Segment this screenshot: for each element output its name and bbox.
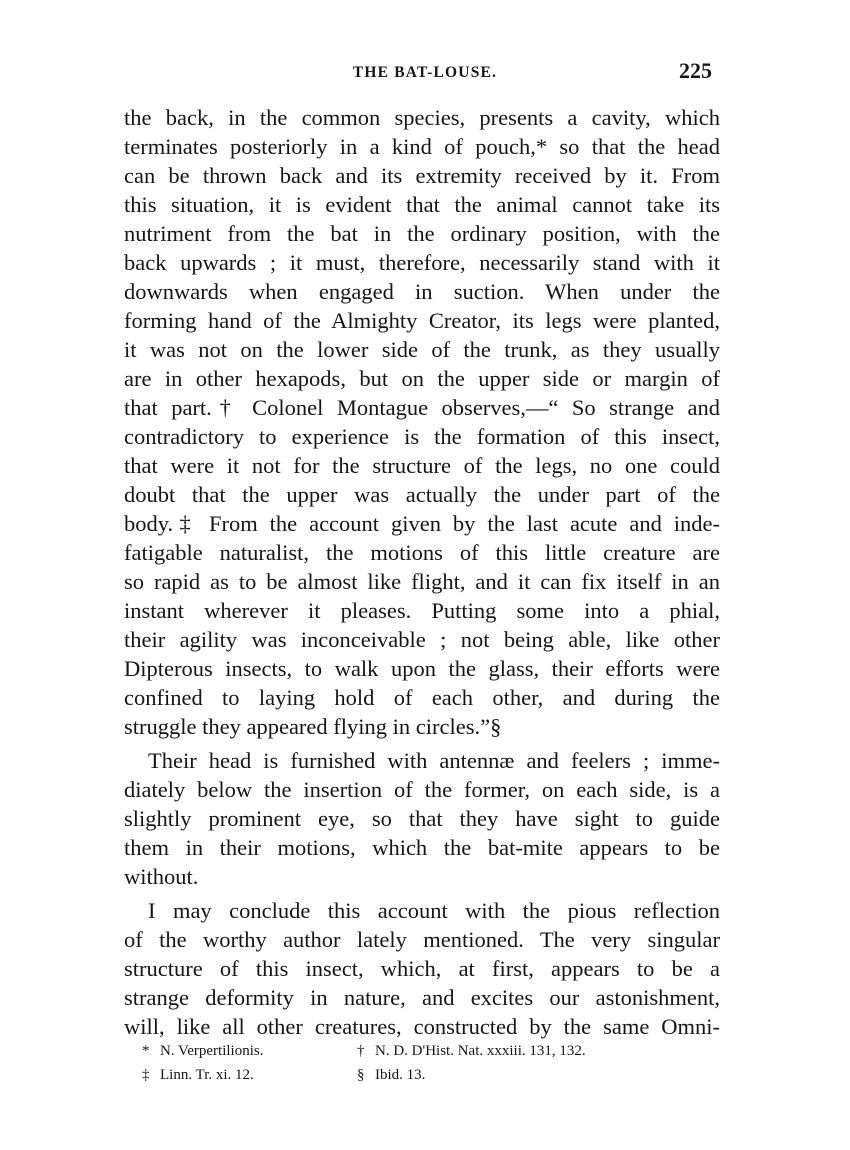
text-line: downwards when engaged in suction. When under the xyxy=(124,279,720,304)
text-line: terminates posteriorly in a kind of pouch,* so that the head xyxy=(124,134,720,159)
footnote-text: Ibid. 13. xyxy=(375,1067,426,1083)
text-line: of the worthy author lately mentioned. The very singular xyxy=(124,927,720,952)
footnote xyxy=(357,1064,425,1086)
text-line: are in other hexapods, but on the upper side or margin of xyxy=(124,366,720,391)
text-line: this situation, it is evident that the animal cannot take its xyxy=(124,192,720,217)
text-line: without. xyxy=(124,864,199,889)
text-line: structure of this insect, which, at first, appears to be a xyxy=(124,956,720,981)
footnote-text: N. Verpertilionis. xyxy=(160,1043,264,1059)
footnote-text: Linn. Tr. xi. 12. xyxy=(160,1067,254,1083)
text-line: it was not on the lower side of the trunk, as they usually xyxy=(124,337,720,362)
text-line: confined to laying hold of each other, and during the xyxy=(124,685,720,710)
text-line: the back, in the common species, presents a cavity, which xyxy=(124,105,720,130)
text-line: slightly prominent eye, so that they have sight to guide xyxy=(124,806,720,831)
text-line: fatigable naturalist, the motions of this little creature are xyxy=(124,540,720,565)
text-line: them in their motions, which the bat-mite appears to be xyxy=(124,835,720,860)
footnote xyxy=(142,1040,263,1062)
text-line: that part.† Colonel Montague observes,—“ So strange and xyxy=(124,395,720,420)
text-line: Dipterous insects, to walk upon the glass, their efforts were xyxy=(124,656,720,681)
footnote-mark: † xyxy=(357,1043,365,1059)
footnote xyxy=(142,1064,254,1086)
footnote-mark: § xyxy=(357,1067,365,1083)
footnote xyxy=(357,1040,586,1062)
running-head xyxy=(0,58,850,88)
text-line: nutriment from the bat in the ordinary position, with the xyxy=(124,221,720,246)
footnote-text: N. D. D'Hist. Nat. xxxiii. 131, 132. xyxy=(375,1043,586,1059)
running-title: THE BAT-LOUSE. xyxy=(352,64,498,81)
text-line: that were it not for the structure of the legs, no one could xyxy=(124,453,720,478)
body-text xyxy=(124,103,720,1041)
text-line: doubt that the upper was actually the under part of the xyxy=(124,482,720,507)
text-line: will, like all other creatures, constructed by the same Omni- xyxy=(124,1014,720,1039)
footnote-mark: ‡ xyxy=(142,1067,150,1083)
text-line: so rapid as to be almost like flight, and it can fix itself in an xyxy=(124,569,720,594)
text-line: strange deformity in nature, and excites our astonishment, xyxy=(124,985,720,1010)
text-line: forming hand of the Almighty Creator, its legs were planted, xyxy=(124,308,720,333)
text-line: contradictory to experience is the formation of this insect, xyxy=(124,424,720,449)
text-line: instant wherever it pleases. Putting some into a phial, xyxy=(124,598,720,623)
text-line: I may conclude this account with the pious reflection xyxy=(148,898,720,923)
text-line: struggle they appeared flying in circles.”§ xyxy=(124,714,502,739)
text-line: Their head is furnished with antennæ and feelers ; imme- xyxy=(148,748,720,773)
text-line: can be thrown back and its extremity received by it. From xyxy=(124,163,720,188)
footnotes xyxy=(0,1040,850,1096)
text-line: body.‡ From the account given by the last acute and inde- xyxy=(124,511,720,536)
text-line: back upwards ; it must, therefore, necessarily stand with it xyxy=(124,250,720,275)
footnote-mark: * xyxy=(142,1043,150,1059)
text-line: their agility was inconceivable ; not being able, like other xyxy=(124,627,720,652)
text-line: diately below the insertion of the former, on each side, is a xyxy=(124,777,720,802)
page-number: 225 xyxy=(679,58,712,83)
